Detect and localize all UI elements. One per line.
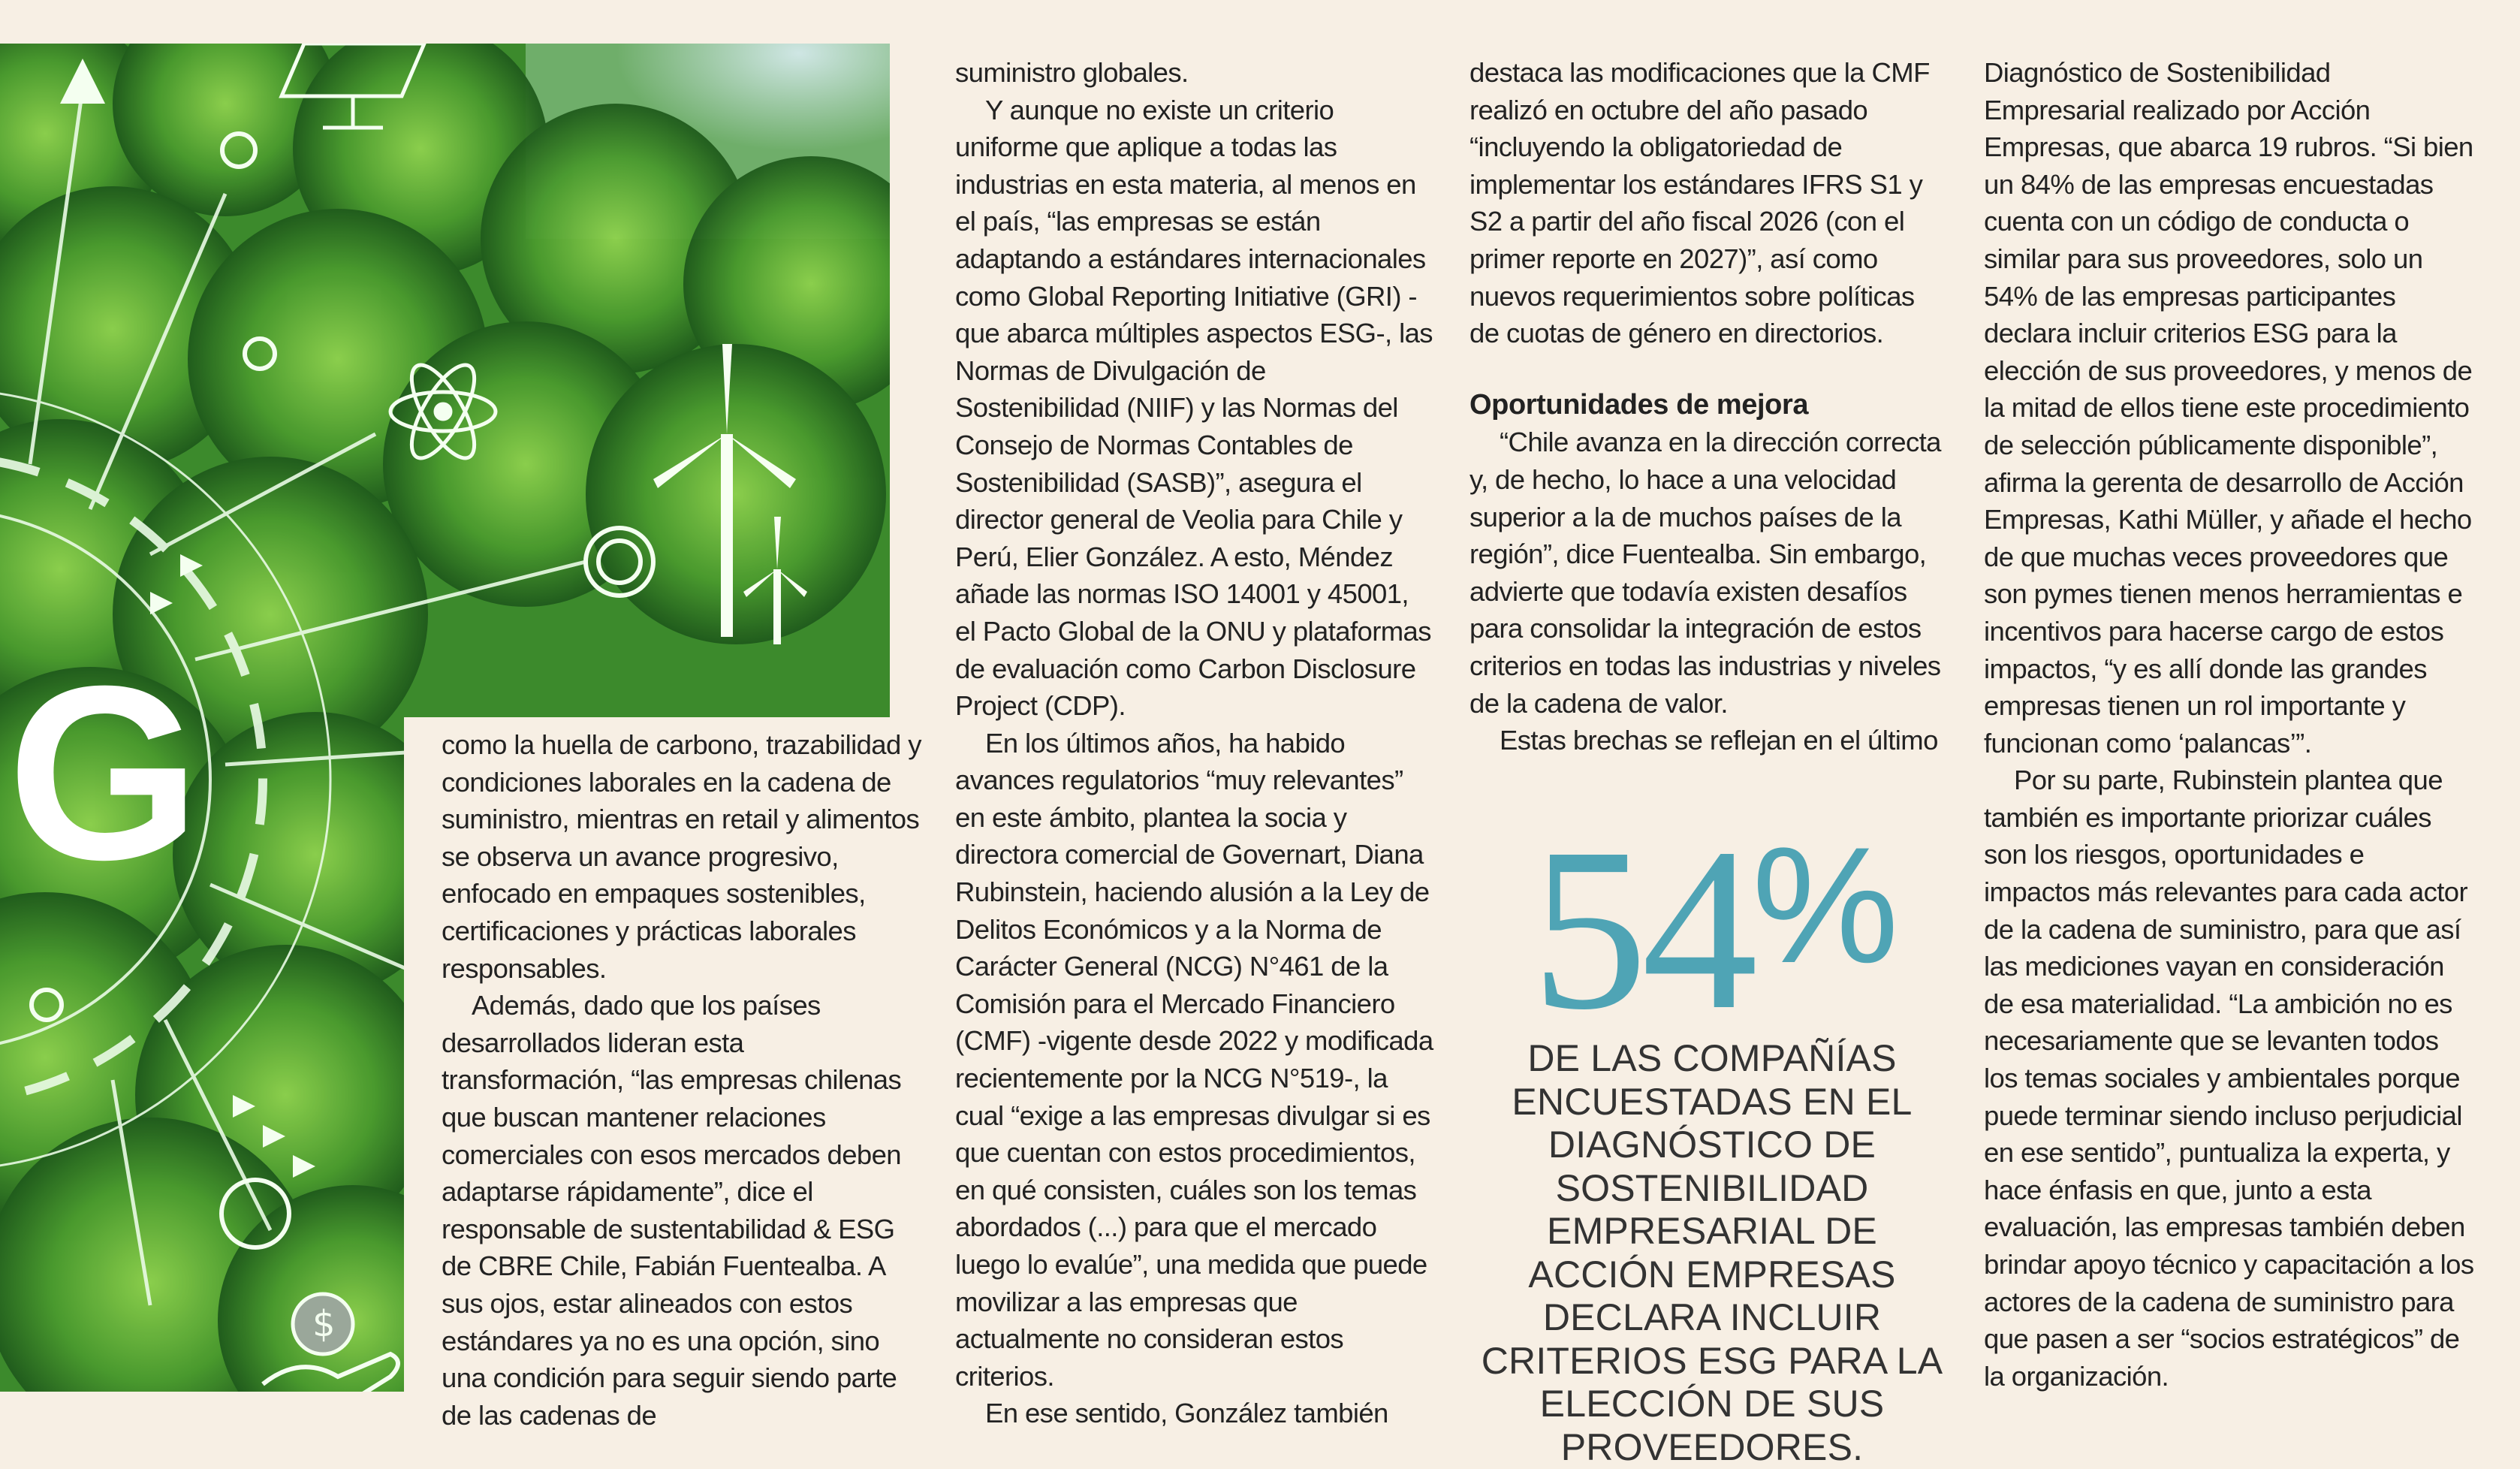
section-subtitle: Oportunidades de mejora (1469, 388, 1809, 421)
paragraph: suministro globales. (955, 57, 1189, 88)
paragraph: destaca las modificaciones que la CMF realizó en octubre del año pasado “incluyendo la obligatoriedad de implementar los estándares IFRS S1 y S2 a partir del año fiscal 2026 (con el primer reporte en 2027)”, así como nuevos requerimientos sobre políticas de cuotas de género en directorios. (1469, 57, 1930, 349)
paragraph: En los últimos años, ha habido avances regulatorios “muy relevantes” en este ámbito, plantea la socia y directora comercial de Governart, Diana Rubinstein, haciendo alusión a la Ley de Delitos Económicos y a la Norma de Carácter General (NCG) N°461 de la Comisión para el Mercado Financiero (CMF) -vigente desde 2022 y modificada recientemente por la NCG N°519-, la cual “exige a las empresas divulgar si es que cuentan con estos procedimientos, en qué consisten, cuáles son los temas abordados (...) para que el mercado luego lo evalúe”, una medida que puede movilizar a las empresas que actualmente no consideran estos criterios. (955, 727, 1433, 1392)
paragraph: Por su parte, Rubinstein plantea que también es importante priorizar cuáles son los riesgos, oportunidades e impactos más relevantes para cada actor de la cadena de suministro, para que así las mediciones vayan en consideración de esa materialidad. “La ambición no es necesariamente que se levanten todos los temas sociales y ambientales porque puede terminar siendo incluso perjudicial en ese sentido”, puntualiza la experta, y hace énfasis en que, junto a esta evaluación, las empresas también deben brindar apoyo técnico y capacitación a los actores de la cadena de suministro para que pasen a ser “socios estratégicos” de la organización. (1984, 765, 2474, 1392)
paragraph: como la huella de carbono, trazabilidad y condiciones laborales en la cadena de suministro, mientras en retail y alimentos se observa un avance progresivo, enfocado en empaques sostenibles, certificaciones y prácticas laborales responsables. (442, 729, 921, 984)
stat-caption: DE LAS COMPAÑÍAS ENCUESTADAS EN EL DIAGNÓSTICO DE SOSTENIBILIDAD EMPRESARIAL DE ACCIÓN EMPRESAS DECLARA INCLUIR CRITERIOS ESG PARA LA ELECCIÓN DE SUS PROVEEDORES. (1481, 1037, 1943, 1468)
article-column-3 (1469, 54, 1950, 759)
article-column-2 (955, 54, 1436, 1432)
g-letter: G (8, 634, 200, 911)
paragraph: “Chile avanza en la dirección correcta y, de hecho, lo hace a una velocidad superior a la de muchos países de la región”, dice Fuentealba. Sin embargo, advierte que todavía existen desafíos para consolidar la integración de estos criterios en todas las industrias y niveles de la cadena de valor. (1469, 427, 1941, 719)
stat-callout (1472, 801, 1952, 1469)
paragraph: Estas brechas se reflejan en el último (1500, 725, 1938, 756)
paragraph: En ese sentido, González también (985, 1398, 1388, 1429)
svg-text:$: $ (312, 1303, 336, 1345)
paragraph: Diagnóstico de Sostenibilidad Empresarial realizado por Acción Empresas, que abarca 19 rubros. “Si bien un 84% de las empresas encuestadas cuenta con un código de conducta o similar para sus proveedores, solo un 54% de las empresas participantes declara incluir criterios ESG para la elección de sus proveedores, y menos de la mitad de ellos tiene este procedimiento de selección públicamente disponible”, afirma la gerenta de desarrollo de Acción Empresas, Kathi Müller, y añade el hecho de que muchas veces proveedores que son pymes tienen menos herramientas e incentivos para hacerse cargo de estos impactos, “y es allí donde las grandes empresas tienen un rol importante y funcionan como ‘palancas’”. (1984, 57, 2473, 759)
stat-number: 54% (1531, 801, 1893, 1058)
paragraph: Además, dado que los países desarrollados lideran esta transformación, “las empresas chilenas que buscan mantener relaciones comerciales con esos mercados deben adaptarse rápidamente”, dice el responsable de sustentabilidad & ESG de CBRE Chile, Fabián Fuentealba. A sus ojos, estar alineados con estos estándares ya no es una opción, sino una condición para seguir siendo parte de las cadenas de (442, 990, 902, 1431)
percent-sign: % (1752, 813, 1893, 997)
paragraph: Y aunque no existe un criterio uniforme que aplique a todas las industrias en esta materia, al menos en el país, “las empresas se están adaptando a estándares internacionales como Global Reporting Initiative (GRI) -que abarca múltiples aspectos ESG-, las Normas de Divulgación de Sostenibilidad (NIIF) y las Normas del Consejo de Normas Contables de Sostenibilidad (SASB)”, asegura el director general de Veolia para Chile y Perú, Elier González. A esto, Méndez añade las normas ISO 14001 y 45001, el Pacto Global de la ONU y plataformas de evaluación como Carbon Disclosure Project (CDP). (955, 94, 1433, 722)
article-column-4 (1984, 54, 2476, 1395)
article-column-1 (442, 726, 922, 1434)
